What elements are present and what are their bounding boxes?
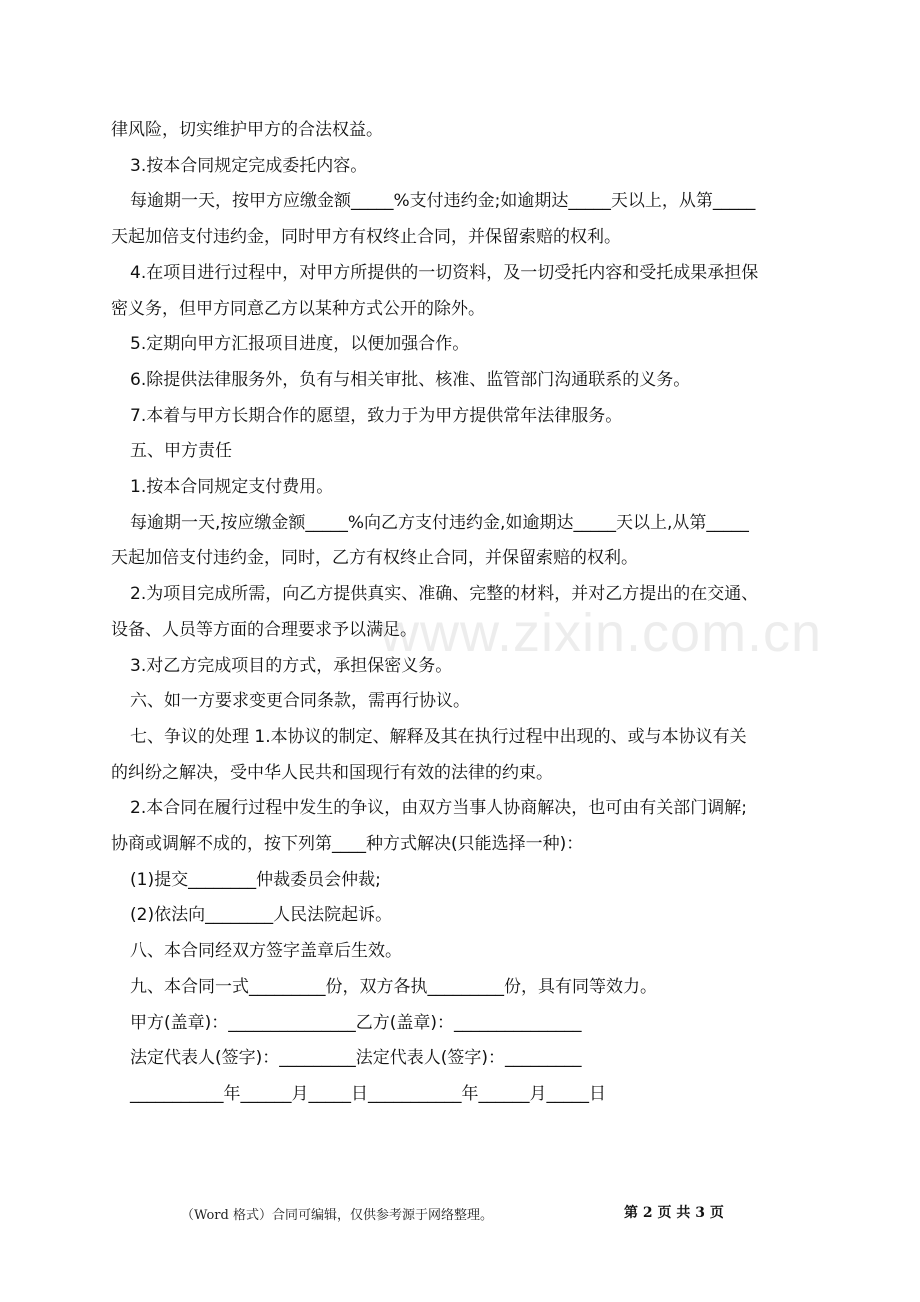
paragraph-line: 3.按本合同规定完成委托内容。: [130, 155, 368, 176]
paragraph-line: 的纠纷之解决，受中华人民共和国现行有效的法律的约束。: [111, 762, 553, 783]
section-heading: 六、如一方要求变更合同条款，需再行协议。: [130, 691, 470, 712]
paragraph-line: 每逾期一天，按甲方应缴金额_____%支付违约金;如逾期达_____天以上，从第_____: [130, 191, 756, 212]
section-heading: 九、本合同一式_________份，双方各执_________份，具有同等效力。: [130, 976, 657, 997]
signature-line: 甲方(盖章)：_______________乙方(盖章)：_______________: [130, 1012, 582, 1033]
signature-line: 法定代表人(签字)：_________法定代表人(签字)：_________: [130, 1048, 582, 1069]
paragraph-line: 5.定期向甲方汇报项目进度，以便加强合作。: [130, 334, 470, 355]
section-heading: 七、争议的处理 1.本协议的制定、解释及其在执行过程中出现的、或与本协议有关: [130, 726, 747, 747]
paragraph-line: 4.在项目进行过程中，对甲方所提供的一切资料，及一切受托内容和受托成果承担保: [130, 262, 759, 283]
paragraph-line: 2.本合同在履行过程中发生的争议，由双方当事人协商解决，也可由有关部门调解;: [130, 798, 747, 819]
paragraph-line: 设备、人员等方面的合理要求予以满足。: [111, 619, 417, 640]
paragraph-line: 每逾期一天,按应缴金额_____%向乙方支付违约金,如逾期达_____天以上,从第_____: [130, 512, 749, 533]
paragraph-line: (2)依法向________人民法院起诉。: [130, 905, 393, 926]
paragraph-line: 3.对乙方完成项目的方式，承担保密义务。: [130, 655, 453, 676]
watermark: www.zixin.com.cn: [380, 603, 823, 663]
paragraph-line: 天起加倍支付违约金，同时，乙方有权终止合同，并保留索赔的权利。: [111, 548, 638, 569]
paragraph-line: 2.为项目完成所需，向乙方提供真实、准确、完整的材料，并对乙方提出的在交通、: [130, 584, 759, 605]
paragraph-line: 6.除提供法律服务外，负有与相关审批、核准、监管部门沟通联系的义务。: [130, 369, 691, 390]
paragraph-line: 7.本着与甲方长期合作的愿望，致力于为甲方提供常年法律服务。: [130, 405, 623, 426]
contract-body: [111, 113, 811, 1113]
section-heading: 八、本合同经双方签字盖章后生效。: [130, 941, 402, 962]
paragraph-line: 1.按本合同规定支付费用。: [130, 477, 334, 498]
paragraph-line: 密义务，但甲方同意乙方以某种方式公开的除外。: [111, 298, 485, 319]
footer-note: （Word 格式）合同可编辑，仅供参考源于网络整理。: [181, 1208, 493, 1223]
paragraph-line: 律风险，切实维护甲方的合法权益。: [111, 120, 383, 140]
date-line: ___________年______月_____日___________年______月_____日: [130, 1083, 606, 1104]
section-heading: 五、甲方责任: [130, 441, 232, 462]
paragraph-line: 天起加倍支付违约金，同时甲方有权终止合同，并保留索赔的权利。: [111, 227, 621, 248]
paragraph-line: (1)提交________仲裁委员会仲裁;: [130, 869, 381, 890]
paragraph-line: 协商或调解不成的，按下列第____种方式解决(只能选择一种)：: [111, 834, 584, 855]
page-number: 第 2 页 共 3 页: [624, 1205, 724, 1221]
